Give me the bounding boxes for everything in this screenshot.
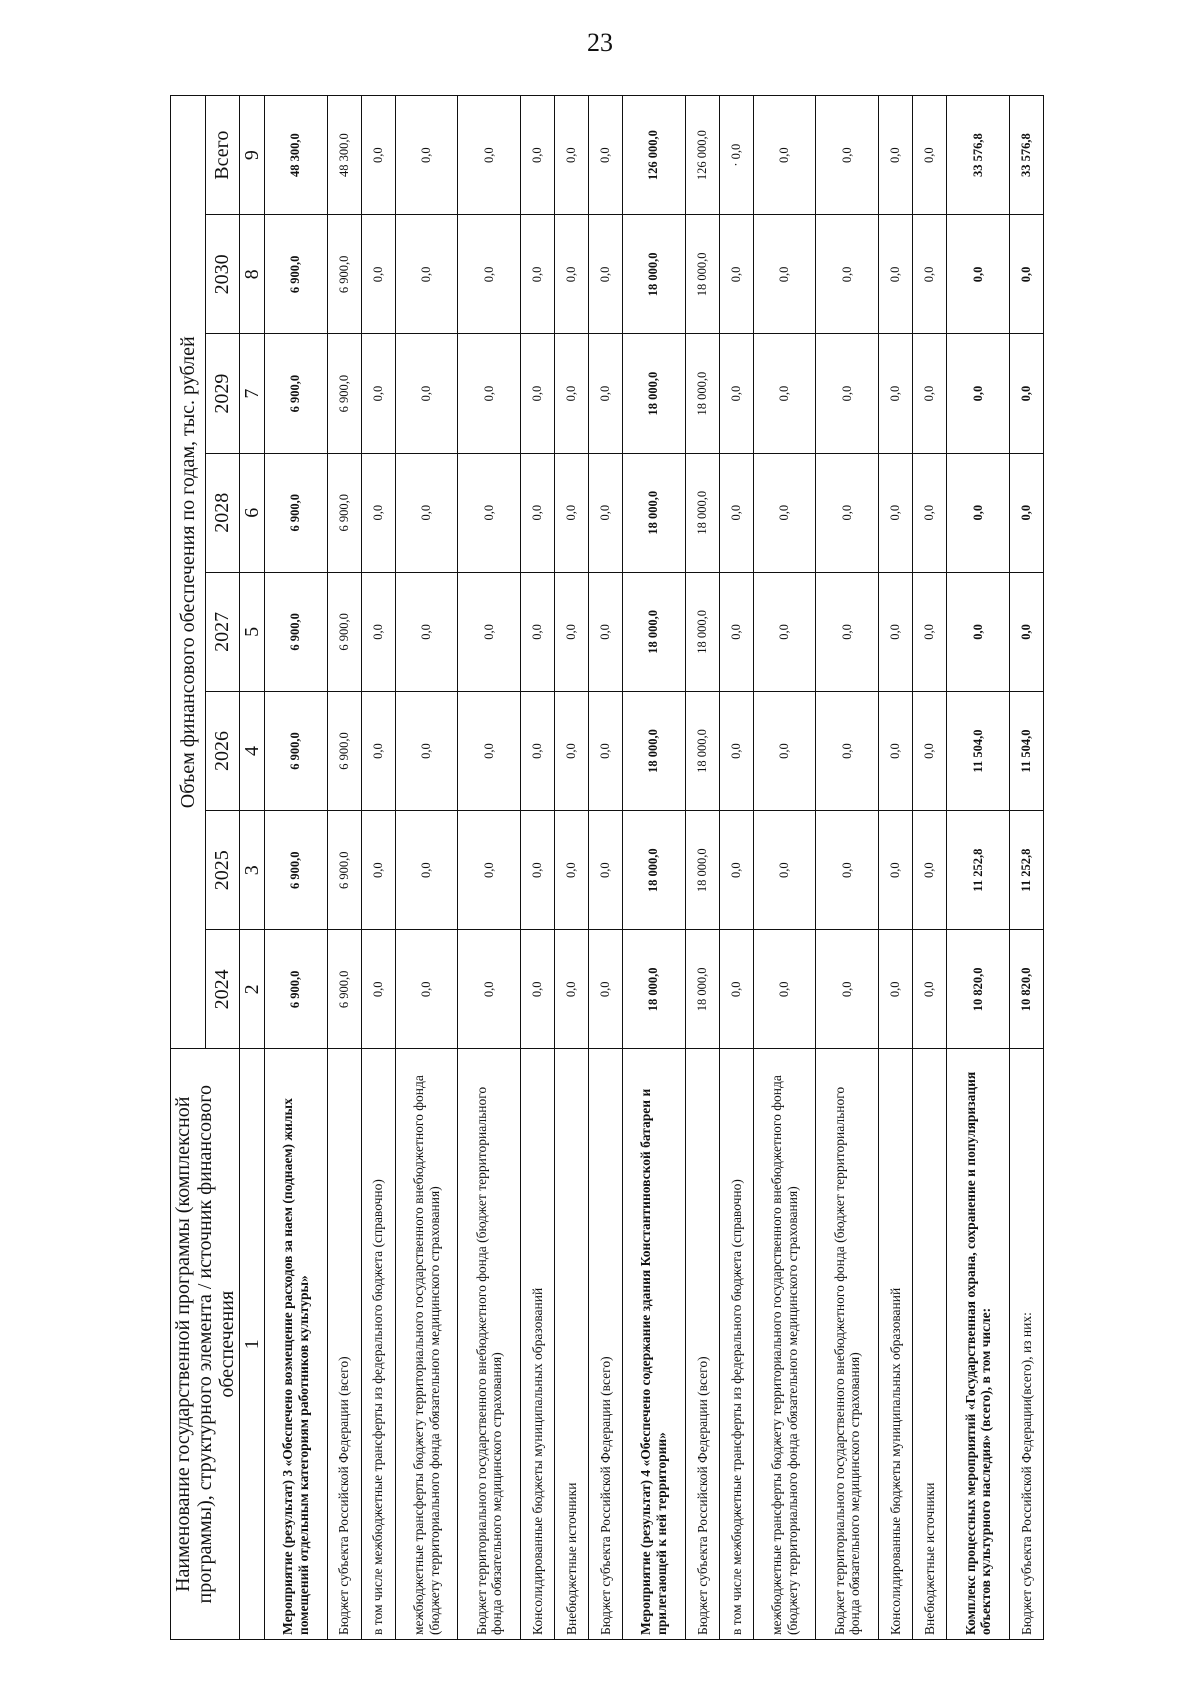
row-year-value: 0,0 <box>816 453 879 572</box>
row-year-value: 0,0 <box>458 691 521 810</box>
row-year-value: 0,0 <box>458 215 521 334</box>
row-total-value: 0,0 <box>555 96 589 215</box>
row-year-value: 0,0 <box>879 215 913 334</box>
column-index: 9 <box>240 96 265 215</box>
table-row <box>395 96 458 1640</box>
row-year-value: 0,0 <box>947 334 1010 453</box>
row-year-value: 18 000,0 <box>685 811 719 930</box>
row-year-value: 0,0 <box>555 811 589 930</box>
row-year-value: 0,0 <box>520 453 554 572</box>
header-row-top <box>171 96 206 1640</box>
row-total-value: 48 300,0 <box>265 96 328 215</box>
row-year-value: 18 000,0 <box>623 811 686 930</box>
row-label: Внебюджетные источники <box>913 1049 947 1640</box>
header-row-indices <box>240 96 265 1640</box>
row-year-value: 6 900,0 <box>327 334 361 453</box>
row-year-value: 10 820,0 <box>947 930 1010 1049</box>
row-total-value: 0,0 <box>458 96 521 215</box>
column-index: 8 <box>240 215 265 334</box>
row-year-value: 0,0 <box>589 811 623 930</box>
row-total-value: 0,0 <box>879 96 913 215</box>
row-total-value: 0,0 <box>816 96 879 215</box>
row-year-value: 0,0 <box>555 930 589 1049</box>
row-year-value: 6 900,0 <box>327 215 361 334</box>
row-year-value: 6 900,0 <box>265 691 328 810</box>
column-index: 7 <box>240 334 265 453</box>
row-year-value: 0,0 <box>879 453 913 572</box>
row-year-value: 0,0 <box>555 215 589 334</box>
row-label: Бюджет субъекта Российской Федерации(всего), из них: <box>1009 1049 1043 1640</box>
table-row <box>361 96 395 1640</box>
row-year-value: 0,0 <box>913 215 947 334</box>
row-year-value: 0,0 <box>1009 334 1043 453</box>
row-year-value: 0,0 <box>589 930 623 1049</box>
row-label: Мероприятие (результат) 4 «Обеспечено содержание здания Константиновской батареи и прилегающей к ней территории» <box>623 1049 686 1640</box>
header-total: Всего <box>205 96 240 215</box>
table-row <box>520 96 554 1640</box>
table-row <box>1009 96 1043 1640</box>
row-total-value: 33 576,8 <box>947 96 1010 215</box>
row-year-value: 0,0 <box>361 930 395 1049</box>
row-year-value: 0,0 <box>1009 453 1043 572</box>
row-year-value: 0,0 <box>719 572 753 691</box>
row-year-value: 0,0 <box>913 334 947 453</box>
header-name-column: Наименование государственной программы (комплексной программы), структурного элемента / источник финансового обеспечения <box>171 1049 240 1640</box>
row-year-value: 11 252,8 <box>1009 811 1043 930</box>
column-index: 1 <box>240 1049 265 1640</box>
row-year-value: 11 504,0 <box>947 691 1010 810</box>
row-year-value: 6 900,0 <box>265 930 328 1049</box>
table-row <box>913 96 947 1640</box>
row-total-value: 0,0 <box>589 96 623 215</box>
row-year-value: 18 000,0 <box>623 334 686 453</box>
row-year-value: 18 000,0 <box>685 334 719 453</box>
row-year-value: 0,0 <box>753 215 816 334</box>
row-year-value: 0,0 <box>913 453 947 572</box>
row-label: в том числе межбюджетные трансферты из федерального бюджета (справочно) <box>361 1049 395 1640</box>
row-year-value: 0,0 <box>719 215 753 334</box>
row-year-value: 0,0 <box>753 453 816 572</box>
column-index: 6 <box>240 453 265 572</box>
row-year-value: 0,0 <box>361 453 395 572</box>
row-label: Бюджет субъекта Российской Федерации (всего) <box>327 1049 361 1640</box>
table-row <box>623 96 686 1640</box>
row-year-value: 18 000,0 <box>623 572 686 691</box>
row-year-value: 6 900,0 <box>327 811 361 930</box>
row-year-value: 0,0 <box>361 334 395 453</box>
row-year-value: 0,0 <box>719 334 753 453</box>
row-year-value: 0,0 <box>589 334 623 453</box>
table-row <box>816 96 879 1640</box>
row-year-value: 18 000,0 <box>623 930 686 1049</box>
row-year-value: 0,0 <box>458 811 521 930</box>
column-index: 4 <box>240 691 265 810</box>
row-year-value: 0,0 <box>520 572 554 691</box>
row-year-value: 18 000,0 <box>685 453 719 572</box>
row-year-value: 11 252,8 <box>947 811 1010 930</box>
row-label: Консолидированные бюджеты муниципальных образований <box>520 1049 554 1640</box>
row-year-value: 0,0 <box>816 334 879 453</box>
column-index: 2 <box>240 930 265 1049</box>
row-year-value: 0,0 <box>879 811 913 930</box>
row-year-value: 0,0 <box>753 334 816 453</box>
row-year-value: 0,0 <box>520 334 554 453</box>
table-row <box>458 96 521 1640</box>
row-year-value: 0,0 <box>816 572 879 691</box>
row-year-value: 0,0 <box>816 691 879 810</box>
row-year-value: 0,0 <box>879 334 913 453</box>
row-year-value: 0,0 <box>555 334 589 453</box>
row-year-value: 0,0 <box>913 811 947 930</box>
row-year-value: 0,0 <box>395 215 458 334</box>
row-year-value: 0,0 <box>555 453 589 572</box>
row-label: Бюджет территориального государственного внебюджетного фонда (бюджет территориального фонда обязательного медицинского страхования) <box>816 1049 879 1640</box>
row-total-value: 0,0 <box>395 96 458 215</box>
row-label: Бюджет субъекта Российской Федерации (всего) <box>685 1049 719 1640</box>
row-year-value: 0,0 <box>589 453 623 572</box>
row-year-value: 10 820,0 <box>1009 930 1043 1049</box>
row-label: Мероприятие (результат) 3 «Обеспечено возмещение расходов за наем (поднаем) жилых помещений отдельным категориям работников культуры» <box>265 1049 328 1640</box>
row-year-value: 6 900,0 <box>265 215 328 334</box>
row-year-value: 0,0 <box>458 453 521 572</box>
row-year-value: 0,0 <box>395 453 458 572</box>
row-year-value: 0,0 <box>1009 572 1043 691</box>
row-year-value: 6 900,0 <box>265 811 328 930</box>
row-year-value: 0,0 <box>520 811 554 930</box>
row-year-value: 0,0 <box>589 691 623 810</box>
row-year-value: 0,0 <box>395 572 458 691</box>
row-year-value: 0,0 <box>879 572 913 691</box>
row-year-value: 0,0 <box>589 215 623 334</box>
header-year: 2024 <box>205 930 240 1049</box>
row-total-value: 0,0 <box>753 96 816 215</box>
row-total-value: 0,0 <box>913 96 947 215</box>
row-label: Консолидированные бюджеты муниципальных образований <box>879 1049 913 1640</box>
row-year-value: 0,0 <box>361 572 395 691</box>
row-year-value: 6 900,0 <box>265 572 328 691</box>
row-year-value: 18 000,0 <box>685 930 719 1049</box>
row-year-value: 0,0 <box>395 930 458 1049</box>
row-year-value: 6 900,0 <box>265 334 328 453</box>
row-year-value: 18 000,0 <box>623 453 686 572</box>
row-year-value: 0,0 <box>395 334 458 453</box>
row-year-value: 0,0 <box>816 930 879 1049</box>
header-year: 2026 <box>205 691 240 810</box>
table-row <box>555 96 589 1640</box>
row-year-value: 0,0 <box>395 811 458 930</box>
header-year: 2028 <box>205 453 240 572</box>
header-year: 2029 <box>205 334 240 453</box>
table-row <box>685 96 719 1640</box>
row-label: межбюджетные трансферты бюджету территориального государственного внебюджетного фонда (бюджету территориального фонда обязательного медицинского страхования) <box>753 1049 816 1640</box>
row-year-value: 0,0 <box>913 572 947 691</box>
row-year-value: 18 000,0 <box>685 572 719 691</box>
row-year-value: 18 000,0 <box>685 215 719 334</box>
row-year-value: 6 900,0 <box>327 691 361 810</box>
row-year-value: 0,0 <box>458 930 521 1049</box>
row-year-value: 0,0 <box>1009 215 1043 334</box>
row-year-value: 0,0 <box>816 215 879 334</box>
table-row <box>879 96 913 1640</box>
row-year-value: 0,0 <box>753 691 816 810</box>
row-year-value: 11 504,0 <box>1009 691 1043 810</box>
row-total-value: 126 000,0 <box>685 96 719 215</box>
row-year-value: 0,0 <box>719 453 753 572</box>
row-year-value: 0,0 <box>947 453 1010 572</box>
header-year: 2030 <box>205 215 240 334</box>
row-year-value: 18 000,0 <box>623 691 686 810</box>
row-total-value: 48 300,0 <box>327 96 361 215</box>
row-year-value: 0,0 <box>520 930 554 1049</box>
row-total-value: 126 000,0 <box>623 96 686 215</box>
row-year-value: 0,0 <box>753 572 816 691</box>
page-number: 23 <box>587 28 613 57</box>
row-year-value: 0,0 <box>719 691 753 810</box>
header-year: 2025 <box>205 811 240 930</box>
row-year-value: 0,0 <box>361 691 395 810</box>
row-year-value: 0,0 <box>879 691 913 810</box>
table-row <box>947 96 1010 1640</box>
row-year-value: 18 000,0 <box>685 691 719 810</box>
row-year-value: 0,0 <box>913 691 947 810</box>
column-index: 5 <box>240 572 265 691</box>
row-year-value: 0,0 <box>520 691 554 810</box>
row-year-value: 0,0 <box>395 691 458 810</box>
row-year-value: 6 900,0 <box>265 453 328 572</box>
row-year-value: 0,0 <box>719 930 753 1049</box>
row-year-value: 18 000,0 <box>623 215 686 334</box>
row-total-value: 0,0 <box>520 96 554 215</box>
table-row <box>327 96 361 1640</box>
row-year-value: 0,0 <box>879 930 913 1049</box>
row-year-value: 6 900,0 <box>327 930 361 1049</box>
row-total-value: 0,0 <box>361 96 395 215</box>
row-year-value: 0,0 <box>753 930 816 1049</box>
row-year-value: 0,0 <box>361 215 395 334</box>
row-year-value: 0,0 <box>361 811 395 930</box>
row-total-value: 33 576,8 <box>1009 96 1043 215</box>
row-label: Комплекс процессных мероприятий «Государственная охрана, сохранение и популяризация объектов культурного наследия» (всего), в том числе: <box>947 1049 1010 1640</box>
table-row <box>589 96 623 1640</box>
row-year-value: 0,0 <box>753 811 816 930</box>
row-year-value: 0,0 <box>458 572 521 691</box>
row-year-value: 0,0 <box>947 572 1010 691</box>
row-year-value: 0,0 <box>555 691 589 810</box>
header-volume-title: Объем финансового обеспечения по годам, тыс. рублей <box>171 96 206 1049</box>
table-body <box>265 96 1044 1640</box>
rotated-table-wrapper <box>170 95 1034 1640</box>
table-row <box>719 96 753 1640</box>
row-year-value: 0,0 <box>589 572 623 691</box>
table-row <box>753 96 816 1640</box>
column-index: 3 <box>240 811 265 930</box>
table-row <box>265 96 328 1640</box>
financing-table <box>170 95 1044 1640</box>
row-year-value: 6 900,0 <box>327 453 361 572</box>
row-total-value: · 0,0 <box>719 96 753 215</box>
row-label: Бюджет территориального государственного внебюджетного фонда (бюджет территориального фонда обязательного медицинского страхования) <box>458 1049 521 1640</box>
row-year-value: 0,0 <box>458 334 521 453</box>
row-label: в том числе межбюджетные трансферты из федерального бюджета (справочно) <box>719 1049 753 1640</box>
row-label: Бюджет субъекта Российской Федерации (всего) <box>589 1049 623 1640</box>
row-label: межбюджетные трансферты бюджету территориального государственного внебюджетного фонда (бюджету территориального фонда обязательного медицинского страхования) <box>395 1049 458 1640</box>
row-year-value: 0,0 <box>555 572 589 691</box>
row-label: Внебюджетные источники <box>555 1049 589 1640</box>
row-year-value: 0,0 <box>816 811 879 930</box>
row-year-value: 0,0 <box>520 215 554 334</box>
row-year-value: 0,0 <box>719 811 753 930</box>
row-year-value: 6 900,0 <box>327 572 361 691</box>
header-year: 2027 <box>205 572 240 691</box>
row-year-value: 0,0 <box>947 215 1010 334</box>
row-year-value: 0,0 <box>913 930 947 1049</box>
